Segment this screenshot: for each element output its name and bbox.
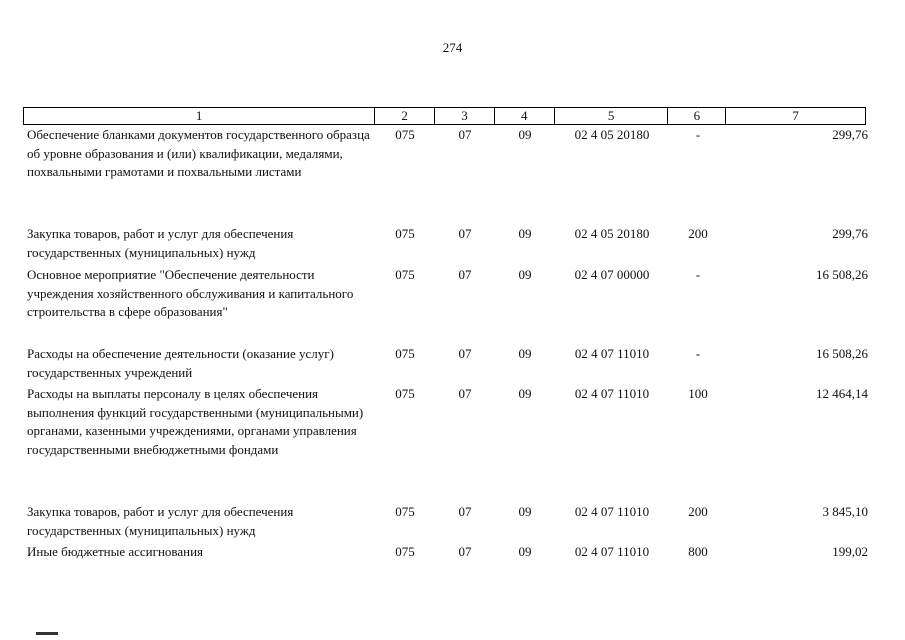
row-name: Обеспечение бланками документов государственного образца об уровне образования и (или) квалификации, медалями, похвальными грамотами и похвальными листами (27, 127, 370, 179)
table-row (23, 225, 868, 262)
row-col-4: 09 (518, 504, 532, 519)
row-col-3: 07 (458, 127, 472, 142)
row-col-3: 07 (458, 226, 472, 241)
row-col-5: 02 4 05 20180 (574, 127, 650, 142)
row-col-7: 299,76 (832, 127, 868, 142)
header-col-6: 6 (668, 108, 726, 124)
row-col-4: 09 (518, 267, 532, 282)
row-col-6: 100 (688, 386, 708, 401)
row-col-2: 075 (395, 504, 415, 519)
row-col-5: 02 4 07 11010 (574, 346, 650, 361)
row-col-6: 200 (688, 504, 708, 519)
row-col-3: 07 (458, 346, 472, 361)
row-col-3: 07 (458, 504, 472, 519)
row-col-7: 16 508,26 (816, 346, 868, 361)
row-col-7: 299,76 (832, 226, 868, 241)
row-col-7: 16 508,26 (816, 267, 868, 282)
row-name: Расходы на выплаты персоналу в целях обеспечения выполнения функций государственными (муниципальными) органами, казенными учреждениями, органами управления государственными внебюджетными фондами (27, 386, 364, 457)
row-name: Иные бюджетные ассигнования (27, 544, 204, 559)
row-col-6: - (695, 127, 701, 142)
row-col-7: 199,02 (832, 544, 868, 559)
row-col-4: 09 (518, 386, 532, 401)
header-col-1: 1 (24, 108, 375, 124)
row-col-2: 075 (395, 267, 415, 282)
row-name: Основное мероприятие "Обеспечение деятельности учреждения хозяйственного обслуживания и капитального строительства в сфере образования" (27, 267, 354, 319)
row-col-2: 075 (395, 386, 415, 401)
row-col-7: 3 845,10 (822, 504, 868, 519)
header-col-7: 7 (792, 108, 799, 123)
row-col-2: 075 (395, 544, 415, 559)
row-col-2: 075 (395, 226, 415, 241)
row-col-5: 02 4 07 11010 (574, 544, 650, 559)
table-row (23, 126, 868, 182)
table-row (23, 543, 868, 562)
header-col-3: 3 (435, 108, 495, 124)
row-col-3: 07 (458, 267, 472, 282)
page-number: 274 (442, 40, 463, 55)
row-col-3: 07 (458, 544, 472, 559)
row-col-5: 02 4 07 00000 (574, 267, 650, 282)
header-col-2: 2 (375, 108, 435, 124)
row-col-6: 200 (688, 226, 708, 241)
row-col-7: 12 464,14 (816, 386, 868, 401)
table-row (23, 385, 868, 459)
row-name: Закупка товаров, работ и услуг для обеспечения государственных (муниципальных) нужд (27, 504, 294, 538)
page-edge-mark (36, 632, 58, 635)
row-col-4: 09 (518, 226, 532, 241)
table-row (23, 345, 868, 382)
row-col-6: 800 (688, 544, 708, 559)
header-col-4: 4 (495, 108, 555, 124)
table-header (23, 107, 866, 125)
header-col-5: 5 (555, 108, 669, 124)
row-col-6: - (695, 346, 701, 361)
row-col-4: 09 (518, 544, 532, 559)
row-col-4: 09 (518, 346, 532, 361)
row-col-2: 075 (395, 346, 415, 361)
table-row (23, 503, 868, 540)
row-col-2: 075 (395, 127, 415, 142)
row-name: Закупка товаров, работ и услуг для обеспечения государственных (муниципальных) нужд (27, 226, 294, 260)
row-col-5: 02 4 05 20180 (574, 226, 650, 241)
row-col-4: 09 (518, 127, 532, 142)
row-col-5: 02 4 07 11010 (574, 504, 650, 519)
row-name: Расходы на обеспечение деятельности (оказание услуг) государственных учреждений (27, 346, 334, 380)
row-col-6: - (695, 267, 701, 282)
table-row (23, 266, 868, 322)
row-col-3: 07 (458, 386, 472, 401)
row-col-5: 02 4 07 11010 (574, 386, 650, 401)
